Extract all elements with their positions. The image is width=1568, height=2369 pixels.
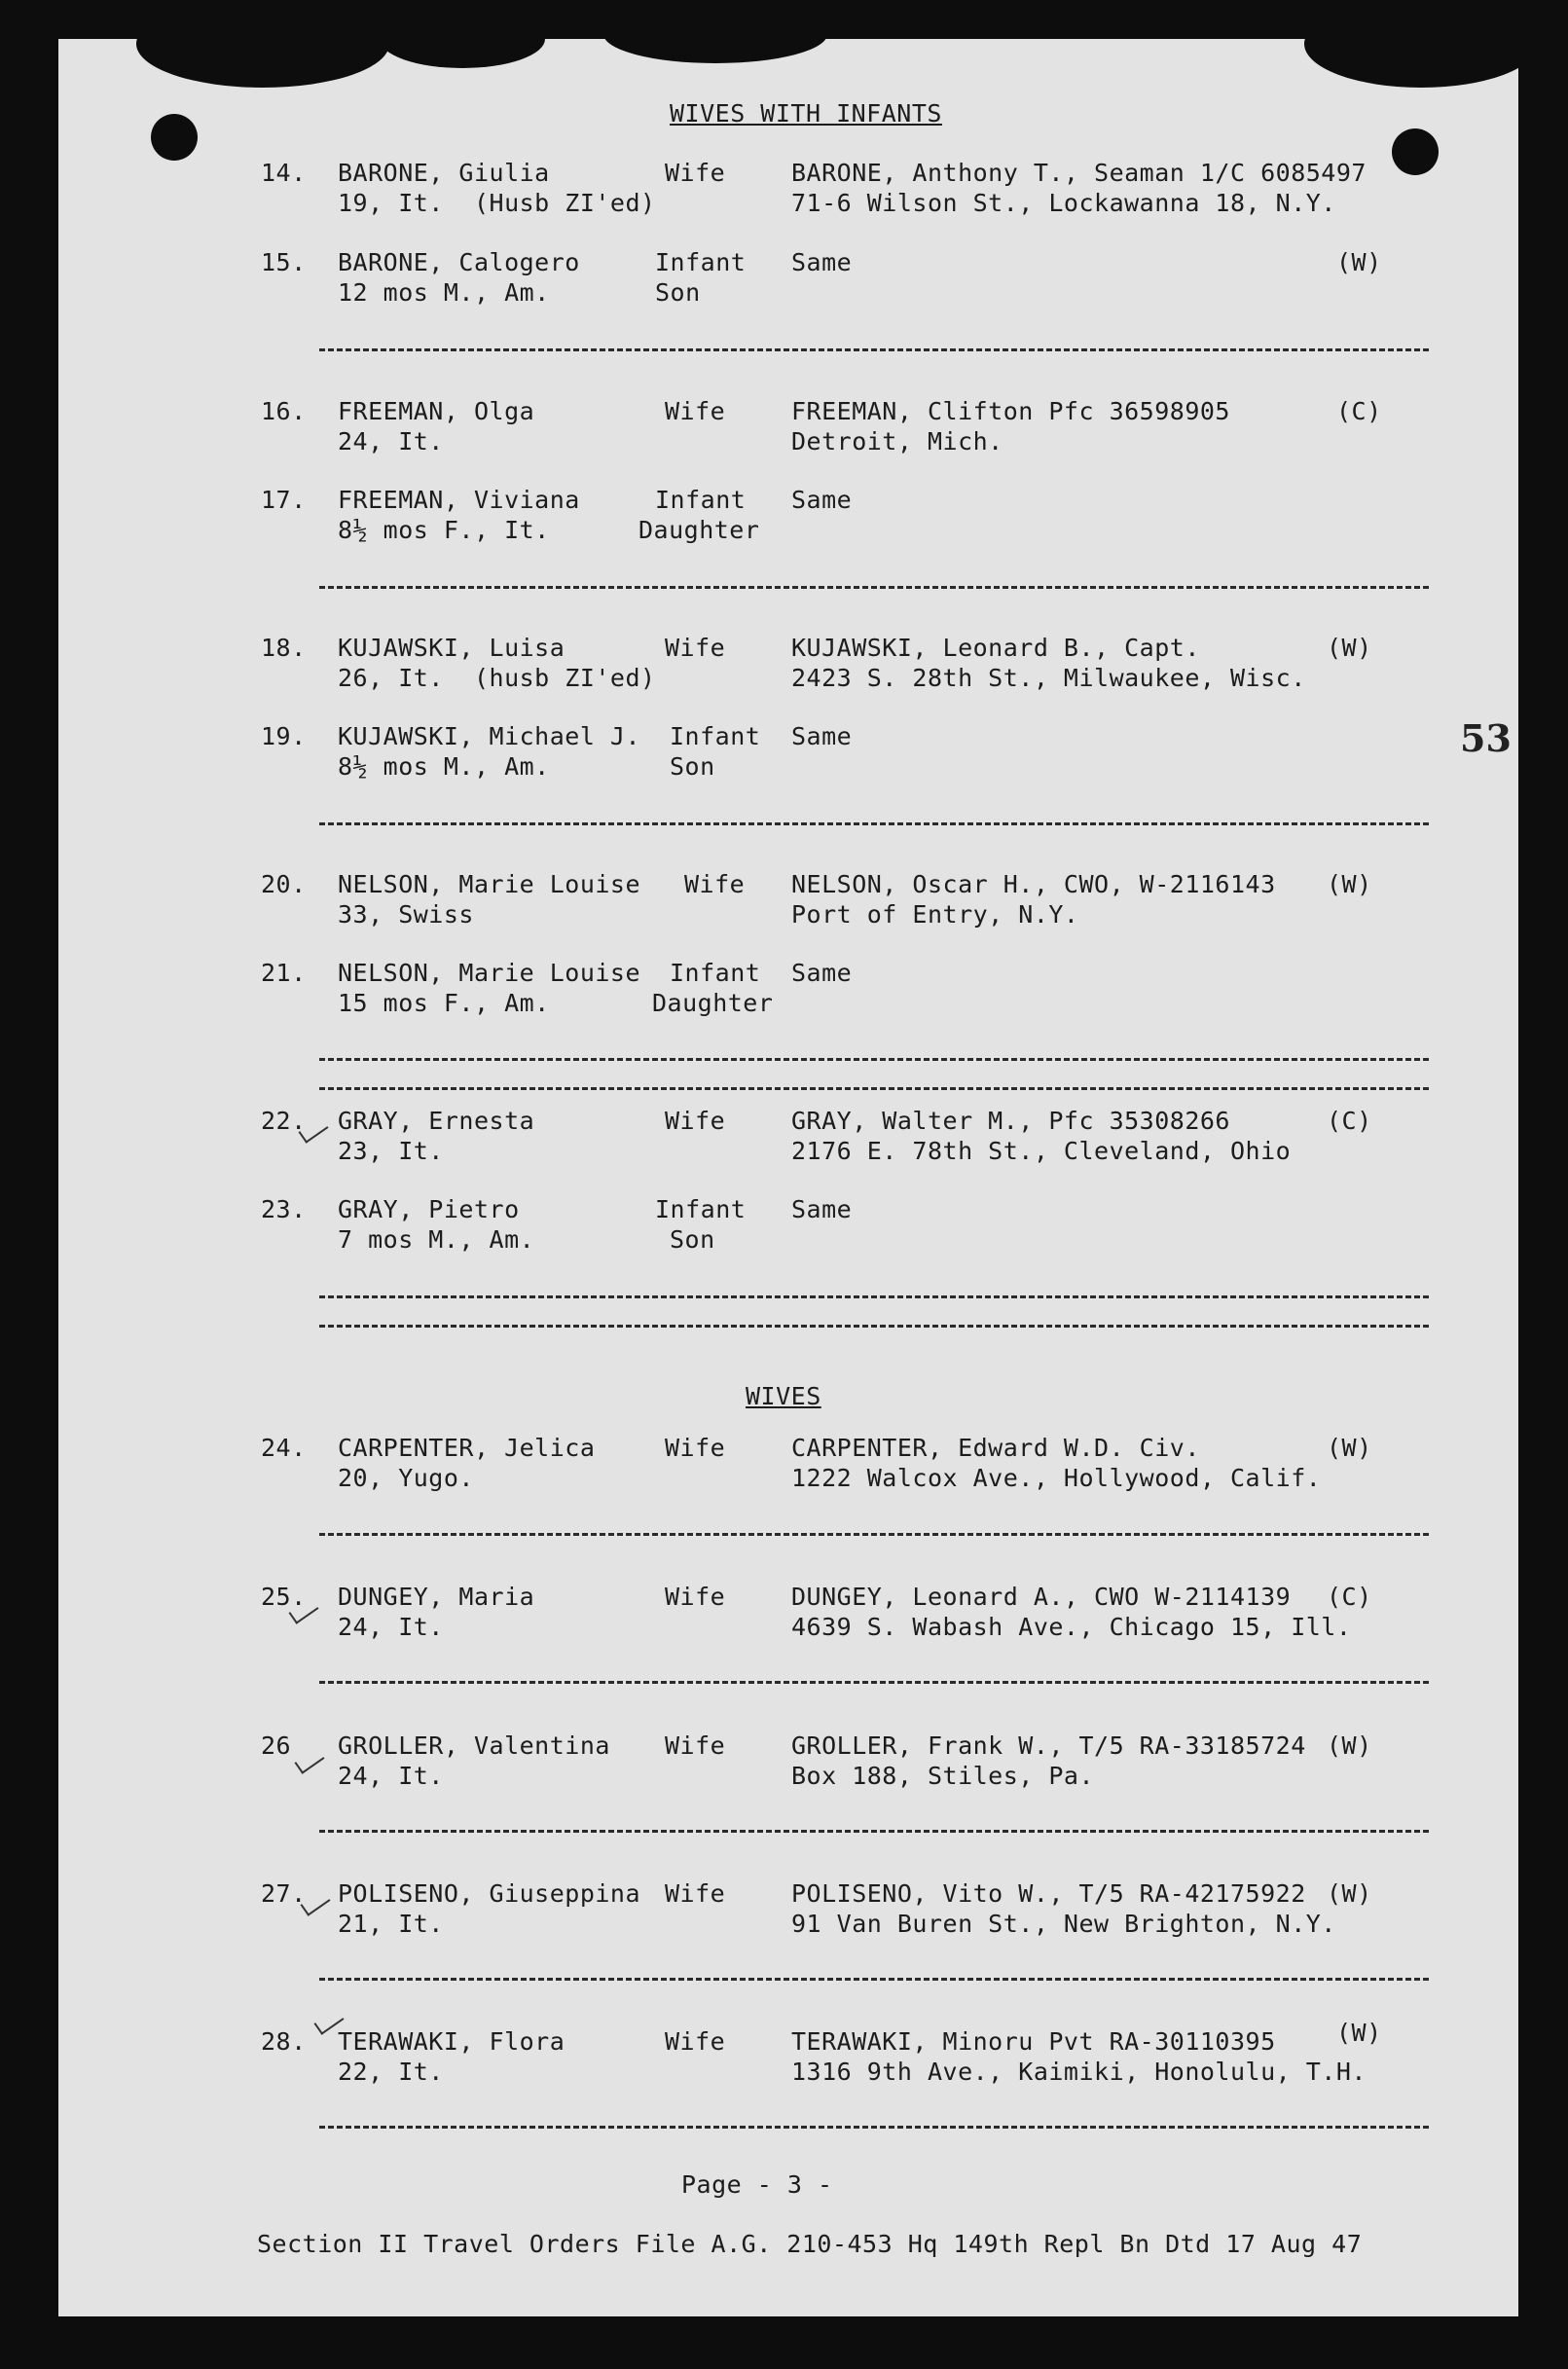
entry-name: CARPENTER, Jelica bbox=[338, 1434, 596, 1462]
entry-details: 24, It. bbox=[338, 1613, 444, 1641]
entry-sponsor: CARPENTER, Edward W.D. Civ. bbox=[791, 1434, 1200, 1462]
entry-relation-2: Son bbox=[670, 752, 715, 781]
entry-code: (C) bbox=[1327, 1107, 1372, 1135]
entry-relation: Infant bbox=[670, 722, 761, 750]
entry-address: 1222 Walcox Ave., Hollywood, Calif. bbox=[791, 1464, 1322, 1492]
entry-name: KUJAWSKI, Michael J. bbox=[338, 722, 641, 750]
entry-name: BARONE, Calogero bbox=[338, 248, 580, 276]
entry-code: (W) bbox=[1336, 248, 1382, 276]
stamped-page-number: 53 bbox=[1460, 716, 1512, 760]
separator-line bbox=[319, 2126, 1429, 2129]
entry-code: (C) bbox=[1336, 397, 1382, 425]
entry-details: 20, Yugo. bbox=[338, 1464, 474, 1492]
entry-relation: Wife bbox=[665, 634, 726, 662]
entry-relation: Wife bbox=[665, 1583, 726, 1611]
entry-relation: Wife bbox=[665, 159, 726, 187]
punch-hole bbox=[151, 114, 198, 161]
separator-line bbox=[319, 822, 1429, 825]
entry-code: (W) bbox=[1336, 2019, 1382, 2047]
entry-address: 1316 9th Ave., Kaimiki, Honolulu, T.H. bbox=[791, 2058, 1367, 2086]
checkmark-icon bbox=[295, 1747, 325, 1774]
entry-sponsor: FREEMAN, Clifton Pfc 36598905 bbox=[791, 397, 1230, 425]
entry-code: (C) bbox=[1327, 1583, 1372, 1611]
entry-address: Detroit, Mich. bbox=[791, 427, 1003, 456]
page-label: Page - 3 - bbox=[681, 2170, 833, 2199]
entry-number: 19. bbox=[261, 722, 307, 750]
burn-damage bbox=[603, 5, 827, 63]
separator-line bbox=[319, 348, 1429, 351]
entry-details: 24, It. bbox=[338, 1762, 444, 1790]
entry-address: 71-6 Wilson St., Lockawanna 18, N.Y. bbox=[791, 189, 1336, 217]
entry-relation-2: Son bbox=[655, 278, 701, 307]
entry-name: POLISENO, Giuseppina bbox=[338, 1879, 641, 1908]
entry-relation-2: Daughter bbox=[652, 989, 774, 1017]
entry-address: 2423 S. 28th St., Milwaukee, Wisc. bbox=[791, 664, 1306, 692]
burn-damage bbox=[136, 0, 389, 88]
entry-sponsor: Same bbox=[791, 959, 853, 987]
entry-number: 15. bbox=[261, 248, 307, 276]
separator-line bbox=[319, 1978, 1429, 1981]
entry-sponsor: POLISENO, Vito W., T/5 RA-42175922 bbox=[791, 1879, 1306, 1908]
entry-code: (W) bbox=[1327, 1879, 1372, 1908]
entry-number: 21. bbox=[261, 959, 307, 987]
entry-relation-2: Son bbox=[670, 1225, 715, 1254]
punch-hole bbox=[1392, 128, 1439, 175]
entry-details: 23, It. bbox=[338, 1137, 444, 1165]
entry-sponsor: BARONE, Anthony T., Seaman 1/C 6085497 bbox=[791, 159, 1367, 187]
entry-details: 22, It. bbox=[338, 2058, 444, 2086]
entry-number: 23. bbox=[261, 1195, 307, 1223]
burn-damage bbox=[380, 10, 545, 68]
entry-relation: Wife bbox=[665, 397, 726, 425]
entry-number: 26 bbox=[261, 1731, 292, 1760]
entry-details: 15 mos F., Am. bbox=[338, 989, 550, 1017]
entry-sponsor: GROLLER, Frank W., T/5 RA-33185724 bbox=[791, 1731, 1306, 1760]
entry-details: 8½ mos F., It. bbox=[338, 516, 550, 544]
entry-address: 91 Van Buren St., New Brighton, N.Y. bbox=[791, 1910, 1336, 1938]
footer-reference: Section II Travel Orders File A.G. 210-453 Hq 149th Repl Bn Dtd 17 Aug 47 bbox=[257, 2230, 1363, 2258]
separator-line bbox=[319, 1295, 1429, 1298]
entry-sponsor: Same bbox=[791, 486, 853, 514]
entry-relation: Wife bbox=[665, 2027, 726, 2056]
entry-number: 20. bbox=[261, 870, 307, 898]
entry-relation: Wife bbox=[665, 1434, 726, 1462]
entry-number: 28. bbox=[261, 2027, 307, 2056]
document-page bbox=[58, 39, 1518, 2316]
entry-relation: Wife bbox=[665, 1731, 726, 1760]
entry-relation: Infant bbox=[655, 248, 747, 276]
separator-line bbox=[319, 1087, 1429, 1090]
entry-name: GRAY, Pietro bbox=[338, 1195, 520, 1223]
entry-number: 25. bbox=[261, 1583, 307, 1611]
entry-number: 16. bbox=[261, 397, 307, 425]
entry-details: 24, It. bbox=[338, 427, 444, 456]
entry-name: FREEMAN, Viviana bbox=[338, 486, 580, 514]
separator-line bbox=[319, 1681, 1429, 1684]
entry-number: 27. bbox=[261, 1879, 307, 1908]
entry-name: FREEMAN, Olga bbox=[338, 397, 535, 425]
burn-damage bbox=[1304, 0, 1538, 88]
entry-number: 22. bbox=[261, 1107, 307, 1135]
entry-relation: Wife bbox=[665, 1107, 726, 1135]
separator-line bbox=[319, 586, 1429, 589]
entry-code: (W) bbox=[1327, 870, 1372, 898]
entry-address: 4639 S. Wabash Ave., Chicago 15, Ill. bbox=[791, 1613, 1352, 1641]
entry-name: GROLLER, Valentina bbox=[338, 1731, 610, 1760]
entry-sponsor: DUNGEY, Leonard A., CWO W-2114139 bbox=[791, 1583, 1292, 1611]
entry-sponsor: Same bbox=[791, 722, 853, 750]
entry-sponsor: KUJAWSKI, Leonard B., Capt. bbox=[791, 634, 1200, 662]
entry-code: (W) bbox=[1327, 634, 1372, 662]
entry-relation: Infant bbox=[655, 1195, 747, 1223]
entry-address: Port of Entry, N.Y. bbox=[791, 900, 1079, 929]
separator-line bbox=[319, 1830, 1429, 1833]
entry-details: 26, It. (husb ZI'ed) bbox=[338, 664, 656, 692]
entry-sponsor: Same bbox=[791, 248, 853, 276]
entry-address: 2176 E. 78th St., Cleveland, Ohio bbox=[791, 1137, 1292, 1165]
entry-name: BARONE, Giulia bbox=[338, 159, 550, 187]
entry-number: 17. bbox=[261, 486, 307, 514]
entry-relation: Wife bbox=[665, 1879, 726, 1908]
entry-name: DUNGEY, Maria bbox=[338, 1583, 535, 1611]
separator-line bbox=[319, 1058, 1429, 1061]
entry-details: 7 mos M., Am. bbox=[338, 1225, 535, 1254]
separator-line bbox=[319, 1325, 1429, 1328]
entry-relation: Infant bbox=[655, 486, 747, 514]
entry-name: GRAY, Ernesta bbox=[338, 1107, 535, 1135]
entry-relation: Wife bbox=[684, 870, 746, 898]
separator-line bbox=[319, 1533, 1429, 1536]
entry-sponsor: Same bbox=[791, 1195, 853, 1223]
entry-number: 24. bbox=[261, 1434, 307, 1462]
entry-number: 14. bbox=[261, 159, 307, 187]
section-heading-wives: WIVES bbox=[746, 1382, 821, 1410]
entry-name: NELSON, Marie Louise bbox=[338, 870, 641, 898]
entry-code: (W) bbox=[1327, 1434, 1372, 1462]
entry-details: 12 mos M., Am. bbox=[338, 278, 550, 307]
entry-details: 8½ mos M., Am. bbox=[338, 752, 550, 781]
entry-sponsor: NELSON, Oscar H., CWO, W-2116143 bbox=[791, 870, 1276, 898]
entry-details: 21, It. bbox=[338, 1910, 444, 1938]
entry-details: 19, It. (Husb ZI'ed) bbox=[338, 189, 656, 217]
entry-number: 18. bbox=[261, 634, 307, 662]
entry-sponsor: TERAWAKI, Minoru Pvt RA-30110395 bbox=[791, 2027, 1276, 2056]
section-heading-wives-with-infants: WIVES WITH INFANTS bbox=[670, 99, 942, 128]
entry-code: (W) bbox=[1327, 1731, 1372, 1760]
entry-relation-2: Daughter bbox=[638, 516, 760, 544]
entry-name: TERAWAKI, Flora bbox=[338, 2027, 565, 2056]
entry-sponsor: GRAY, Walter M., Pfc 35308266 bbox=[791, 1107, 1230, 1135]
entry-name: NELSON, Marie Louise bbox=[338, 959, 641, 987]
entry-address: Box 188, Stiles, Pa. bbox=[791, 1762, 1095, 1790]
entry-details: 33, Swiss bbox=[338, 900, 474, 929]
entry-relation: Infant bbox=[670, 959, 761, 987]
entry-name: KUJAWSKI, Luisa bbox=[338, 634, 565, 662]
